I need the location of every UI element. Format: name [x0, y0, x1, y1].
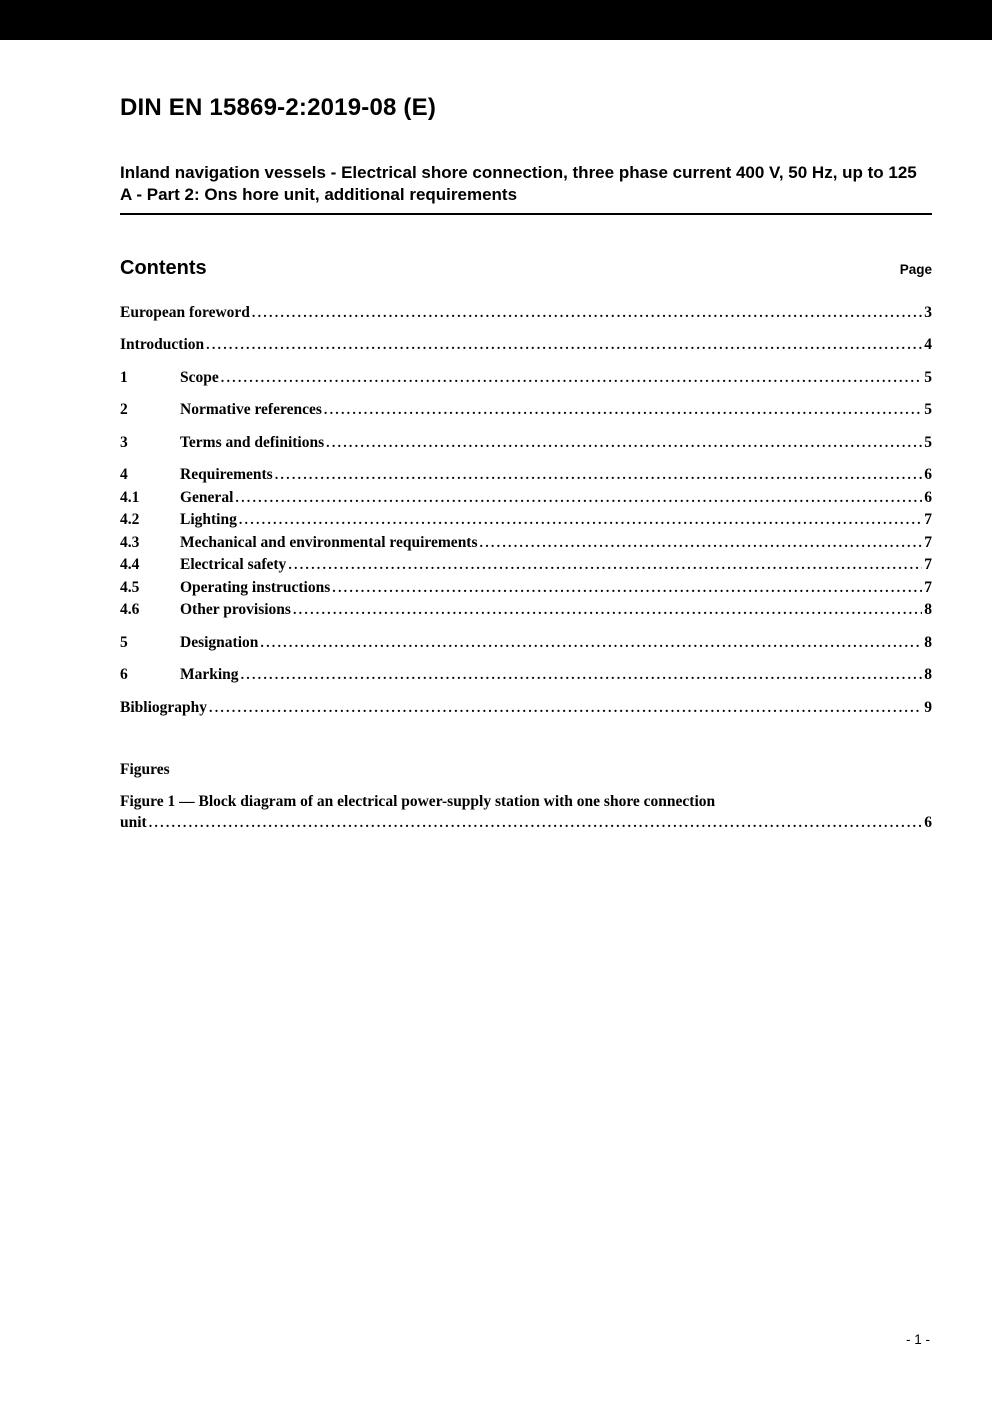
toc-item-label: Mechanical and environmental requirements [180, 533, 478, 551]
page-column-label: Page [899, 261, 932, 277]
toc-dot-leader [275, 464, 923, 487]
toc-item-page: 5 [924, 401, 932, 419]
toc-dot-leader [241, 664, 923, 687]
figure-entry-label-continuation: unit [120, 814, 147, 832]
toc-item-page: 9 [924, 698, 932, 716]
page-number-footer: - 1 - [905, 1332, 930, 1347]
toc-row [120, 697, 932, 720]
page-content [120, 94, 932, 835]
toc-item-label: Marking [180, 666, 239, 684]
toc-item-page: 8 [924, 666, 932, 684]
toc-item-number: 4.5 [120, 578, 140, 596]
toc-item-number: 4.3 [120, 533, 140, 551]
toc-dot-leader [235, 487, 922, 510]
toc-dot-leader [260, 632, 922, 655]
toc-dot-leader [221, 367, 923, 390]
toc-dot-leader [332, 577, 922, 600]
toc-row [120, 599, 932, 622]
toc-item-number: 5 [120, 633, 128, 651]
toc-item-number: 2 [120, 401, 128, 419]
toc-dot-leader [206, 334, 922, 357]
toc-dot-leader [209, 697, 922, 720]
toc-item-label: Electrical safety [180, 556, 287, 574]
toc-item-page: 4 [924, 336, 932, 354]
toc-dot-leader [239, 509, 922, 532]
toc-row [120, 302, 932, 325]
toc-item-number: 3 [120, 433, 128, 451]
toc-item-label: Requirements [180, 466, 273, 484]
toc-item-label: Lighting [180, 511, 237, 529]
toc-row [120, 509, 932, 532]
toc-item-label: Other provisions [180, 601, 291, 619]
toc-item-label: Operating instructions [180, 578, 331, 596]
toc-row [120, 577, 932, 600]
figures-heading: Figures [120, 761, 170, 779]
toc-item-page: 5 [924, 433, 932, 451]
toc-row [120, 554, 932, 577]
title-divider-rule [120, 213, 932, 215]
toc-item-label: European foreword [120, 303, 250, 321]
toc-item-label: Designation [180, 633, 259, 651]
toc-item-page: 3 [924, 303, 932, 321]
toc-item-number: 4.1 [120, 488, 140, 506]
toc-item-number: 4.2 [120, 511, 140, 529]
toc-item-page: 7 [924, 533, 932, 551]
contents-heading: Contents [120, 256, 207, 279]
toc-item-page: 6 [924, 488, 932, 506]
contents-header-row [120, 257, 932, 280]
toc-item-page: 5 [924, 368, 932, 386]
toc-row [120, 399, 932, 422]
document-id-heading: DIN EN 15869-2:2019-08 (E) [120, 94, 437, 121]
toc-item-page: 8 [924, 601, 932, 619]
toc-row [120, 334, 932, 357]
toc-item-label: Normative references [180, 401, 322, 419]
toc-row [120, 487, 932, 510]
toc-dot-leader [324, 399, 922, 422]
toc-item-page: 7 [924, 578, 932, 596]
toc-dot-leader [149, 812, 923, 835]
top-black-bar [0, 0, 992, 40]
toc-item-label: Bibliography [120, 698, 207, 716]
toc-dot-leader [326, 432, 922, 455]
toc-row [120, 532, 932, 555]
toc-item-page: 8 [924, 633, 932, 651]
toc-dot-leader [288, 554, 922, 577]
toc-row [120, 464, 932, 487]
toc-list [120, 302, 932, 720]
document-title: Inland navigation vessels - Electrical shore connection, three phase current 400 V, 50 Hz, up to 125 A - Part 2: Ons hore unit, additional requirements [120, 162, 917, 204]
toc-item-page: 7 [924, 556, 932, 574]
figure-toc-entry [120, 791, 932, 835]
toc-item-number: 4.4 [120, 556, 140, 574]
toc-item-label: General [180, 488, 234, 506]
toc-dot-leader [252, 302, 922, 325]
figure-entry-label: Figure 1 — Block diagram of an electrical power-supply station with one shore connection [120, 792, 716, 810]
figure-entry-page: 6 [924, 814, 932, 832]
toc-item-number: 4.6 [120, 601, 140, 619]
toc-dot-leader [293, 599, 922, 622]
toc-item-label: Terms and definitions [180, 433, 325, 451]
toc-item-label: Scope [180, 368, 219, 386]
figure-entry-continuation-row [120, 812, 932, 835]
toc-dot-leader [480, 532, 923, 555]
toc-row [120, 664, 932, 687]
toc-item-label: Introduction [120, 336, 205, 354]
toc-item-number: 4 [120, 466, 128, 484]
toc-item-page: 6 [924, 466, 932, 484]
toc-row [120, 632, 932, 655]
toc-item-number: 1 [120, 368, 128, 386]
toc-item-number: 6 [120, 666, 128, 684]
toc-row [120, 432, 932, 455]
toc-row [120, 367, 932, 390]
toc-item-page: 7 [924, 511, 932, 529]
